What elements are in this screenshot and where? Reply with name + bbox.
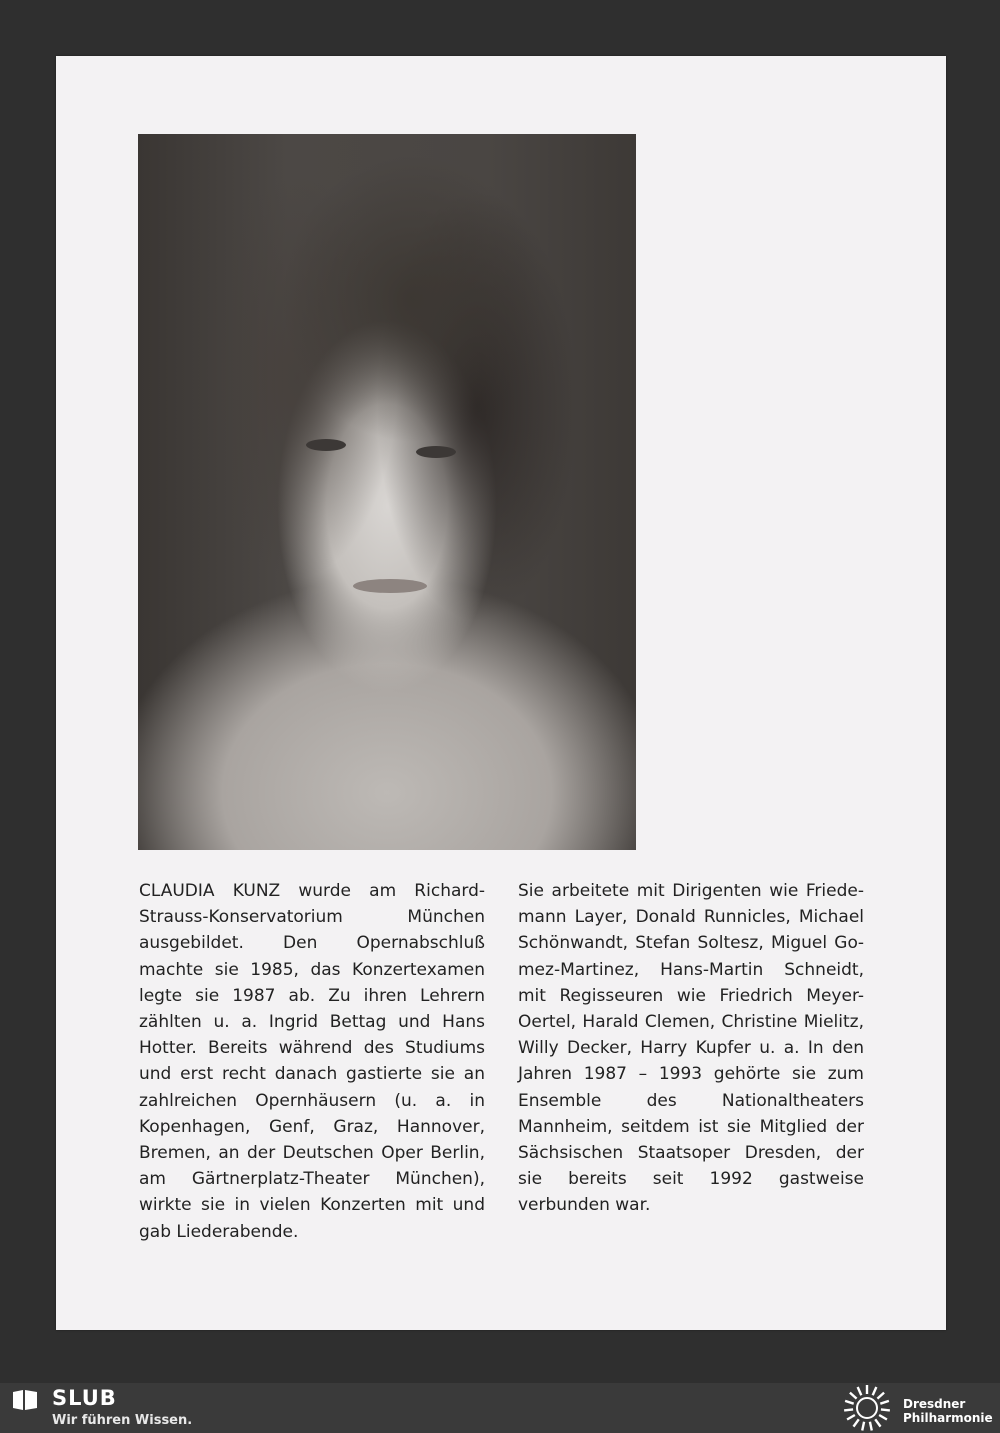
book-icon (12, 1389, 38, 1411)
partner-logo-line-1[interactable]: Dresdner (903, 1397, 966, 1411)
biography-column-left (139, 878, 485, 1245)
program-page (56, 56, 946, 1330)
portrait-right-eye (416, 446, 456, 458)
portrait-photo (138, 134, 636, 850)
partner-logo-line-2[interactable]: Philharmonie (903, 1411, 993, 1425)
biography-paragraph-1: CLAUDIA KUNZ wurde am Richard-Strauss-Konservatorium München ausgebildet. Den Opernabschluß machte sie 1985, das Konzertexamen legte sie 1987 ab. Zu ihren Lehrern zählten u. a. Ingrid Bettag und Hans Hotter. Bereits während des Studiums und erst recht danach gastierte sie an zahlreichen Opernhäusern (u. a. in Kopenhagen, Genf, Graz, Hannover, Bremen, an der Deutschen Oper Berlin, am Gärtnerplatz-Theater München), wirkte sie in vielen Konzerten mit und gab Liederabende. (139, 881, 485, 1242)
slub-tagline: Wir führen Wissen. (52, 1413, 193, 1428)
sunburst-logo-icon (840, 1384, 894, 1432)
biography-paragraph-2: Sie arbeitete mit Dirigenten wie Friedemann Layer, Donald Runnicles, Michael Schönwandt, Stefan Soltesz, Miguel Gomez-Martinez, Hans-Martin Schneidt, mit Regisseuren wie Friedrich Meyer-Oertel, Harald Clemen, Christine Mielitz, Willy Decker, Harry Kupfer u. a. In den Jahren 1987 – 1993 gehörte sie zum Ensemble des Nationaltheaters Mannheim, seitdem ist sie Mitglied der Sächsischen Staatsoper Dresden, der sie bereits seit 1992 gastweise verbunden war. (518, 881, 864, 1216)
slub-logo-text[interactable]: SLUB (52, 1386, 117, 1410)
portrait-mouth (353, 579, 427, 593)
portrait-left-eye (306, 439, 346, 451)
biography-column-right (518, 878, 864, 1219)
